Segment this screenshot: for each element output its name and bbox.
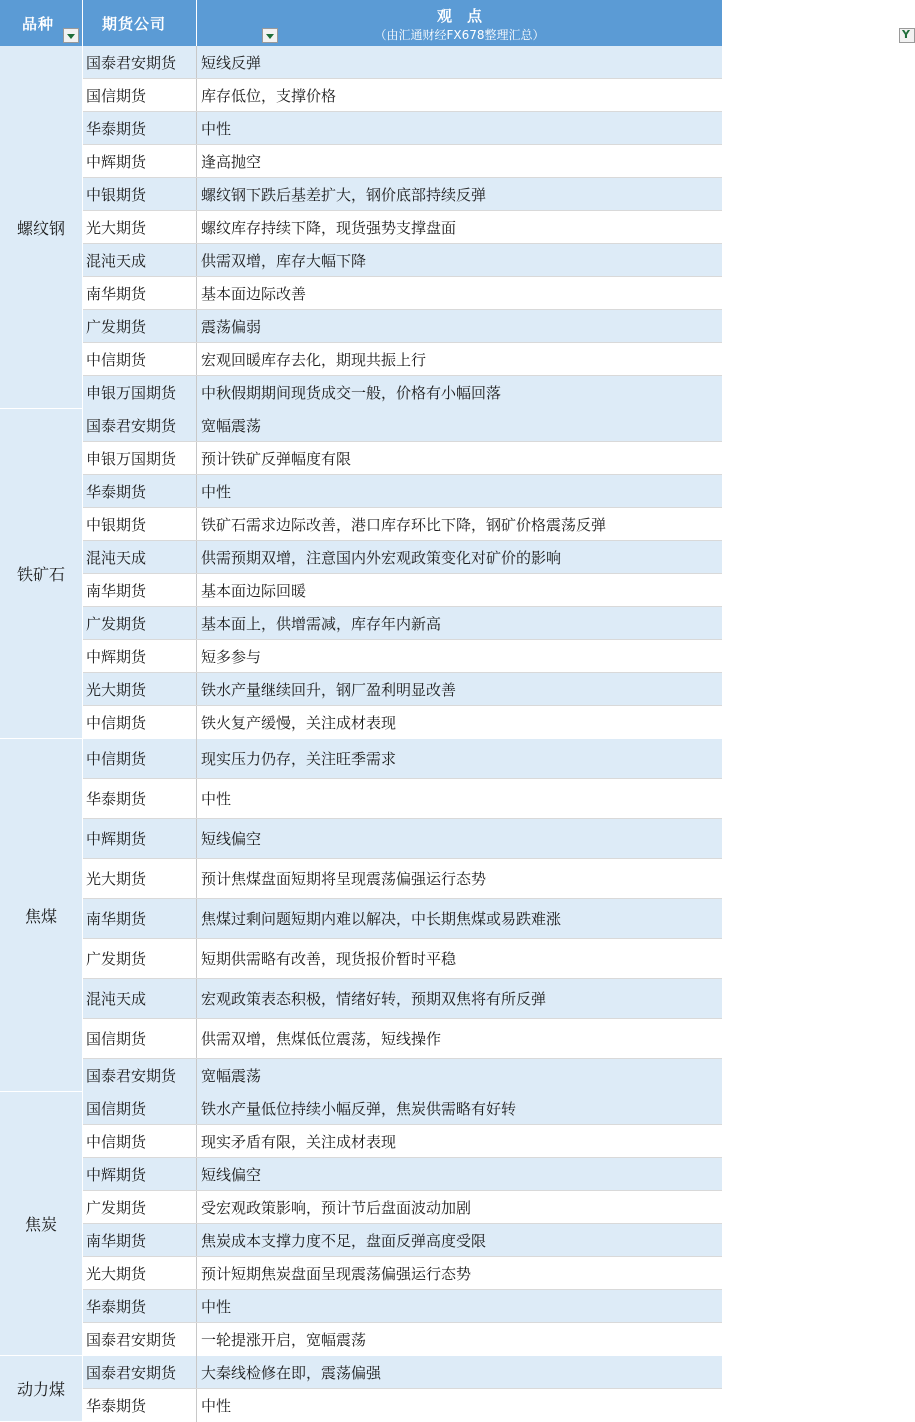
variety-name: 铁矿石 xyxy=(0,409,83,738)
variety-name: 焦煤 xyxy=(0,739,83,1091)
view-cell: 宽幅震荡 xyxy=(201,1067,262,1085)
table-row xyxy=(83,1019,722,1059)
company-cell: 中信期货 xyxy=(83,739,197,778)
header-variety xyxy=(0,0,83,46)
company-cell: 华泰期货 xyxy=(83,1389,197,1422)
variety-group xyxy=(0,1356,722,1422)
view-cell: 中性 xyxy=(201,1397,232,1415)
company-cell: 中银期货 xyxy=(83,508,197,540)
view-cell: 宏观回暖库存去化，期现共振上行 xyxy=(201,350,427,369)
company-cell: 光大期货 xyxy=(83,211,197,243)
company-cell: 广发期货 xyxy=(83,310,197,342)
table-row xyxy=(83,939,722,979)
company-cell: 国泰君安期货 xyxy=(83,1356,197,1388)
table-row xyxy=(83,673,722,706)
view-cell: 铁矿石需求边际改善，港口库存环比下降，钢矿价格震荡反弹 xyxy=(201,515,607,534)
view-cell: 中性 xyxy=(201,790,232,808)
view-cell: 一轮提涨开启，宽幅震荡 xyxy=(201,1331,367,1349)
variety-group xyxy=(0,1092,722,1356)
company-cell: 南华期货 xyxy=(83,899,197,938)
view-cell: 中性 xyxy=(201,482,232,501)
company-cell: 华泰期货 xyxy=(83,779,197,818)
company-cell: 光大期货 xyxy=(83,673,197,705)
view-cell: 供需预期双增，注意国内外宏观政策变化对矿价的影响 xyxy=(201,548,562,567)
view-cell: 中性 xyxy=(201,1297,232,1316)
company-cell: 中辉期货 xyxy=(83,640,197,672)
table-row xyxy=(83,1059,722,1092)
header-company-label: 期货公司 xyxy=(102,15,167,33)
company-cell: 国信期货 xyxy=(83,1092,197,1124)
view-cell: 现实压力仍存，关注旺季需求 xyxy=(201,750,397,768)
table-row xyxy=(83,979,722,1019)
table-row xyxy=(83,779,722,819)
variety-name: 动力煤 xyxy=(0,1356,83,1421)
table-row xyxy=(83,706,722,739)
table-row xyxy=(83,145,722,178)
view-cell: 短线反弹 xyxy=(201,53,262,72)
table-row xyxy=(83,508,722,541)
variety-group xyxy=(0,46,722,409)
company-cell: 中信期货 xyxy=(83,706,197,739)
view-cell: 受宏观政策影响，预计节后盘面波动加剧 xyxy=(201,1198,472,1217)
company-cell: 中辉期货 xyxy=(83,145,197,177)
filter-active-glyph: Y xyxy=(902,28,910,41)
table-row xyxy=(83,1257,722,1290)
table-row xyxy=(83,46,722,79)
view-cell: 供需双增，焦煤低位震荡，短线操作 xyxy=(201,1030,442,1048)
table-row xyxy=(83,574,722,607)
company-cell: 国信期货 xyxy=(83,79,197,111)
table-row xyxy=(83,1125,722,1158)
table-row xyxy=(83,475,722,508)
view-cell: 中性 xyxy=(201,119,232,138)
table-row xyxy=(83,607,722,640)
company-cell: 光大期货 xyxy=(83,859,197,898)
table-row xyxy=(83,1224,722,1257)
table-row xyxy=(83,178,722,211)
table-row xyxy=(83,277,722,310)
table-row xyxy=(83,343,722,376)
table-row xyxy=(83,541,722,574)
table-row xyxy=(83,409,722,442)
view-cell: 库存低位，支撑价格 xyxy=(201,86,337,105)
view-cell: 焦煤过剩问题短期内难以解决，中长期焦煤或易跌难涨 xyxy=(201,910,562,928)
view-cell: 供需双增，库存大幅下降 xyxy=(201,251,367,270)
table-row xyxy=(83,1290,722,1323)
table-row xyxy=(83,112,722,145)
view-cell: 短线偏空 xyxy=(201,830,262,848)
table-row xyxy=(83,244,722,277)
table-row xyxy=(83,310,722,343)
view-cell: 短期供需略有改善，现货报价暂时平稳 xyxy=(201,950,457,968)
company-cell: 南华期货 xyxy=(83,574,197,606)
table-header xyxy=(0,0,910,46)
table-row xyxy=(83,819,722,859)
company-cell: 华泰期货 xyxy=(83,112,197,144)
view-cell: 中秋假期期间现货成交一般，价格有小幅回落 xyxy=(201,384,502,402)
view-cell: 短线偏空 xyxy=(201,1165,262,1184)
company-cell: 国泰君安期货 xyxy=(83,1059,197,1092)
variety-name: 螺纹钢 xyxy=(0,46,83,408)
table-row xyxy=(83,1323,722,1356)
company-cell: 中辉期货 xyxy=(83,819,197,858)
view-cell: 预计焦煤盘面短期将呈现震荡偏强运行态势 xyxy=(201,870,487,888)
company-cell: 申银万国期货 xyxy=(83,442,197,474)
view-cell: 现实矛盾有限，关注成材表现 xyxy=(201,1132,397,1151)
company-cell: 广发期货 xyxy=(83,939,197,978)
header-view xyxy=(197,0,910,46)
view-cell: 螺纹库存持续下降，现货强势支撑盘面 xyxy=(201,218,457,237)
company-cell: 光大期货 xyxy=(83,1257,197,1289)
view-cell: 宽幅震荡 xyxy=(201,416,262,435)
company-cell: 混沌天成 xyxy=(83,541,197,573)
company-cell: 南华期货 xyxy=(83,277,197,309)
view-cell: 大秦线检修在即，震荡偏强 xyxy=(201,1363,382,1382)
view-cell: 逢高抛空 xyxy=(201,152,262,171)
view-cell: 短多参与 xyxy=(201,647,262,666)
filter-active-icon[interactable] xyxy=(899,28,915,43)
view-cell: 铁水产量低位持续小幅反弹，焦炭供需略有好转 xyxy=(201,1099,517,1118)
header-company xyxy=(83,0,197,46)
view-cell: 基本面边际回暖 xyxy=(201,581,307,600)
table-row xyxy=(83,1356,722,1389)
company-cell: 国泰君安期货 xyxy=(83,1323,197,1356)
view-cell: 预计短期焦炭盘面呈现震荡偏强运行态势 xyxy=(201,1264,472,1283)
view-cell: 螺纹钢下跌后基差扩大，钢价底部持续反弹 xyxy=(201,185,487,204)
view-cell: 震荡偏弱 xyxy=(201,317,262,336)
variety-name: 焦炭 xyxy=(0,1092,83,1355)
company-cell: 华泰期货 xyxy=(83,475,197,507)
company-cell: 中信期货 xyxy=(83,343,197,375)
company-cell: 广发期货 xyxy=(83,1191,197,1223)
table-row xyxy=(83,739,722,779)
variety-group xyxy=(0,739,722,1092)
view-cell: 预计铁矿反弹幅度有限 xyxy=(201,449,352,468)
company-cell: 中银期货 xyxy=(83,178,197,210)
view-cell: 铁水产量继续回升，钢厂盈利明显改善 xyxy=(201,680,457,699)
table-row xyxy=(83,211,722,244)
table-row xyxy=(83,1158,722,1191)
company-cell: 国信期货 xyxy=(83,1019,197,1058)
company-cell: 国泰君安期货 xyxy=(83,409,197,441)
company-cell: 国泰君安期货 xyxy=(83,46,197,78)
header-view-subtitle: （由汇通财经FX678整理汇总） xyxy=(374,28,545,42)
company-cell: 广发期货 xyxy=(83,607,197,639)
company-cell: 中辉期货 xyxy=(83,1158,197,1190)
company-cell: 华泰期货 xyxy=(83,1290,197,1322)
view-cell: 宏观政策表态积极，情绪好转，预期双焦将有所反弹 xyxy=(201,990,547,1008)
company-cell: 中信期货 xyxy=(83,1125,197,1157)
table-row xyxy=(83,1092,722,1125)
company-cell: 南华期货 xyxy=(83,1224,197,1256)
table-row xyxy=(83,376,722,409)
header-variety-label: 品种 xyxy=(22,15,55,33)
view-cell: 焦炭成本支撑力度不足，盘面反弹高度受限 xyxy=(201,1231,487,1250)
filter-dropdown-icon[interactable] xyxy=(63,28,79,43)
table-row xyxy=(83,640,722,673)
table-row xyxy=(83,1191,722,1224)
company-cell: 混沌天成 xyxy=(83,244,197,276)
table-row xyxy=(83,1389,722,1422)
company-cell: 申银万国期货 xyxy=(83,376,197,409)
view-cell: 基本面边际改善 xyxy=(201,284,307,303)
table-row xyxy=(83,899,722,939)
table-row xyxy=(83,442,722,475)
table-row xyxy=(83,79,722,112)
company-cell: 混沌天成 xyxy=(83,979,197,1018)
view-cell: 铁火复产缓慢，关注成材表现 xyxy=(201,714,397,732)
table-row xyxy=(83,859,722,899)
variety-group xyxy=(0,409,722,739)
header-view-title: 观 点 xyxy=(436,7,482,25)
view-cell: 基本面上，供增需减，库存年内新高 xyxy=(201,614,442,633)
